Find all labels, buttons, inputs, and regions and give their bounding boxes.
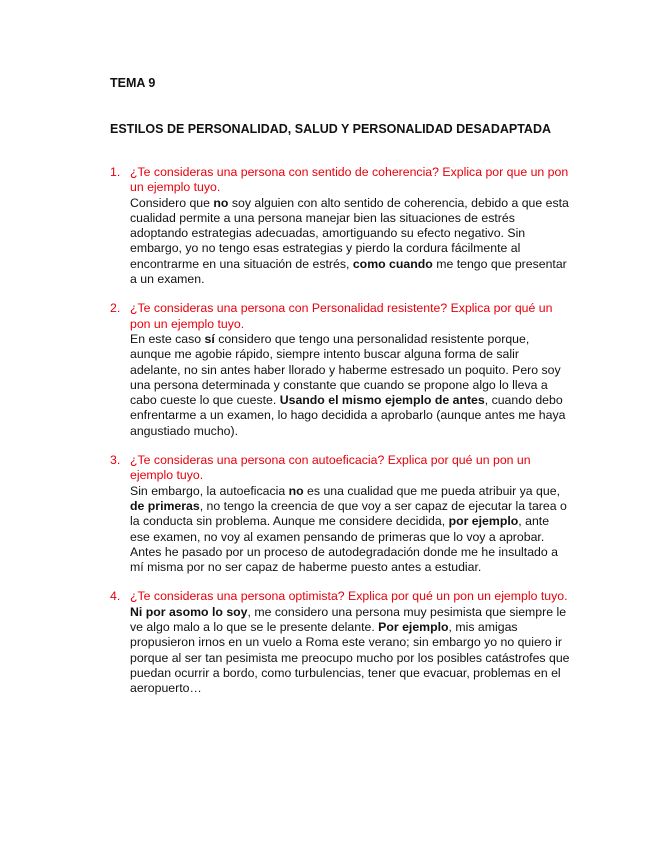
question-number: 3. — [110, 453, 121, 468]
question-number: 1. — [110, 165, 121, 179]
answer-run: Considero que — [130, 195, 214, 210]
answer-run: , ante ese examen, no voy al examen pensando de primeras que lo voy a aprobar. Antes he pasado por un proceso de autodegradación donde me he insultado a mí misma por no ser capaz de haberme puesto antes a estudiar. — [130, 514, 558, 575]
answer-run: es una cualidad que me pueda atribuir ya que, — [303, 483, 560, 498]
answer-bold-run: como cuando — [352, 256, 433, 271]
question-item-3 — [110, 453, 570, 575]
answer-bold-run: Por ejemplo — [378, 620, 449, 635]
answer-run: , cuando debo enfrentarme a un examen, lo hago decidida a aprobarlo (aunque antes me haya angustiado mucho). — [130, 393, 566, 438]
answer-run: Sin embargo, la autoeficacia — [130, 483, 289, 498]
question-item-2 — [110, 301, 570, 439]
answer-run: considero que tengo una personalidad resistente porque, aunque me agobie rápido, siempre intento buscar alguna forma de salir adelante, no sin antes haber llorado y haberme estresado un poquito. Pero soy una persona determinada y constante que cuando se propone algo lo lleva a cabo cueste lo que cueste. — [130, 331, 561, 408]
answer-run: , mis amigas propusieron irnos en un vuelo a Roma este verano; sin embargo yo no quiero ir porque al ser tan pesimista me preocupo mucho por los posibles catástrofes que puedan ocurrir a bordo, como turbulencias, tener que evacuar, problemas en el aeropuerto… — [130, 620, 570, 696]
answer-bold-run: Ni por asomo lo soy — [130, 604, 248, 619]
answer-text — [130, 332, 570, 439]
answer-bold-run: Usando el mismo ejemplo de antes — [279, 393, 485, 408]
answer-text — [130, 605, 570, 697]
answer-bold-run: no — [213, 195, 229, 210]
answer-bold-run: sí — [204, 331, 215, 346]
question-number: 4. — [110, 589, 121, 604]
question-list — [110, 165, 570, 711]
question-number: 2. — [110, 301, 121, 316]
question-item-1 — [110, 165, 570, 287]
answer-bold-run: no — [288, 483, 304, 498]
question-text: ¿Te consideras una persona con sentido de coherencia? Explica por que un pon un ejemplo tuyo. — [130, 165, 569, 195]
question-text: ¿Te consideras una persona optimista? Explica por qué un pon un ejemplo tuyo. — [130, 589, 568, 604]
document-title: ESTILOS DE PERSONALIDAD, SALUD Y PERSONALIDAD DESADAPTADA — [110, 122, 552, 136]
answer-text — [130, 484, 570, 576]
answer-bold-run: por ejemplo — [448, 514, 519, 529]
answer-run: , me considero una persona muy pesimista que siempre le ve algo malo a lo que se le presente delante. — [130, 604, 567, 635]
answer-run: soy alguien con alto sentido de coherencia, debido a que esta cualidad permite a una persona manejar bien las situaciones de estrés adoptando estrategias adecuadas, amortiguando su efecto negativo. Sin embargo, yo no tengo esas estrategias y pierdo la cordura fácilmente al encontrarme en una situación de estrés, — [130, 195, 569, 271]
answer-bold-run: de primeras — [130, 498, 200, 513]
answer-text — [130, 196, 570, 288]
question-item-4 — [110, 589, 570, 696]
question-text: ¿Te consideras una persona con Personalidad resistente? Explica por qué un pon un ejemplo tuyo. — [130, 301, 553, 331]
question-text: ¿Te consideras una persona con autoeficacia? Explica por qué un pon un ejemplo tuyo. — [130, 453, 531, 483]
answer-run: , no tengo la creencia de que voy a ser capaz de ejecutar la tarea o la conducta sin problema. Aunque me considere decidida, — [130, 498, 567, 529]
topic-number: TEMA 9 — [110, 76, 156, 90]
answer-run: En este caso — [130, 331, 205, 346]
answer-run: me tengo que presentar a un examen. — [130, 256, 567, 287]
